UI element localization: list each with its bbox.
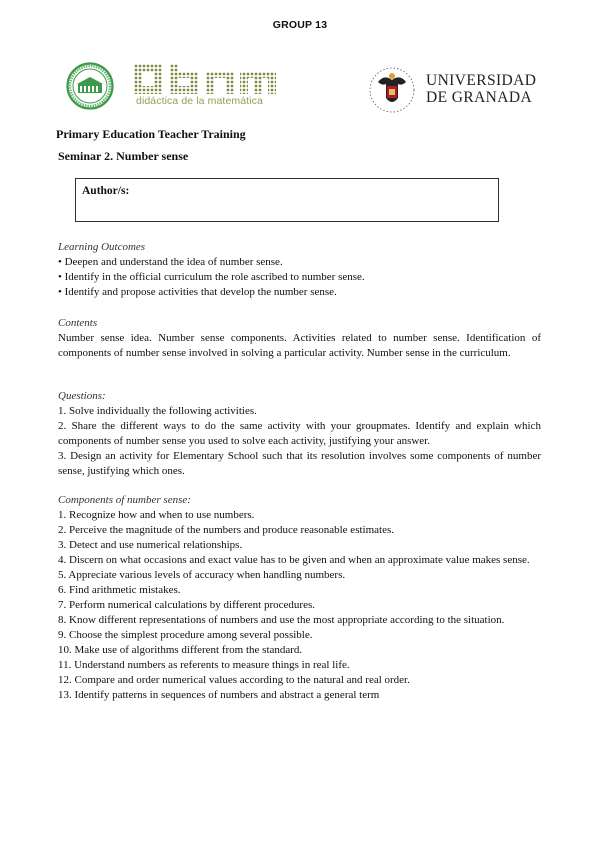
list-item: 4. Discern on what occasions and exact value has to be given and when an approximate value makes sense. — [58, 554, 530, 566]
list-item: 2. Perceive the magnitude of the numbers and produce reasonable estimates. — [58, 524, 394, 536]
author-box[interactable] — [75, 178, 499, 222]
seal-logo-icon — [66, 62, 114, 110]
components-heading: Components of number sense: — [58, 494, 191, 506]
list-item: • Identify and propose activities that develop the number sense. — [58, 286, 337, 298]
document-title: Primary Education Teacher Training — [56, 127, 246, 141]
questions-heading: Questions: — [58, 390, 106, 402]
dm-logo-text: didáctica de la matemática — [136, 95, 263, 107]
list-item: 7. Perform numerical calculations by different procedures. — [58, 599, 315, 611]
university-name — [426, 72, 536, 106]
university-name-line1: UNIVERSIDAD — [426, 72, 537, 89]
list-item: 8. Know different representations of numbers and use the most appropriate according to the situation. — [58, 614, 505, 626]
group-label: GROUP 13 — [272, 19, 328, 31]
list-item: 1. Recognize how and when to use numbers. — [58, 509, 255, 521]
list-item: 1. Solve individually the following activities. — [58, 405, 257, 417]
contents-heading: Contents — [58, 317, 98, 329]
list-item: 9. Choose the simplest procedure among several possible. — [58, 629, 313, 641]
list-item: • Identify in the official curriculum the role ascribed to number sense. — [58, 271, 365, 283]
list-item: 12. Compare and order numerical values according to the natural and real order. — [58, 674, 410, 686]
list-item: 6. Find arithmetic mistakes. — [58, 584, 181, 596]
list-item: 5. Appreciate various levels of accuracy when handling numbers. — [58, 569, 346, 581]
list-item: 11. Understand numbers as referents to measure things in real life. — [58, 659, 350, 671]
list-item: 3. Detect and use numerical relationships. — [58, 539, 243, 551]
learning-outcomes-section — [58, 240, 541, 300]
list-item: 10. Make use of algorithms different from the standard. — [58, 644, 303, 656]
contents-section — [58, 316, 541, 361]
list-item: 13. Identify patterns in sequences of numbers and abstract a general term — [58, 689, 380, 701]
components-section — [58, 493, 541, 703]
university-name-line2: DE GRANADA — [426, 89, 533, 106]
list-item: 2. Share the different ways to do the same activity with your groupmates. Identify and explain which components of number sense you used to solve each activity, justifying your answer. — [58, 420, 541, 447]
questions-section — [58, 389, 541, 479]
author-label: Author/s: — [82, 185, 130, 197]
document-subtitle: Seminar 2. Number sense — [58, 149, 189, 163]
contents-text: Number sense idea. Number sense components. Activities related to number sense. Identification of components of number sense involved in solving a particular activity. Number sense in the curriculum. — [58, 332, 541, 359]
learning-outcomes-heading: Learning Outcomes — [58, 241, 146, 253]
list-item: 3. Design an activity for Elementary School such that its resolution involves some components of number sense, justifying which ones. — [58, 450, 541, 477]
list-item: • Deepen and understand the idea of number sense. — [58, 256, 283, 268]
university-crest-icon — [368, 64, 416, 116]
